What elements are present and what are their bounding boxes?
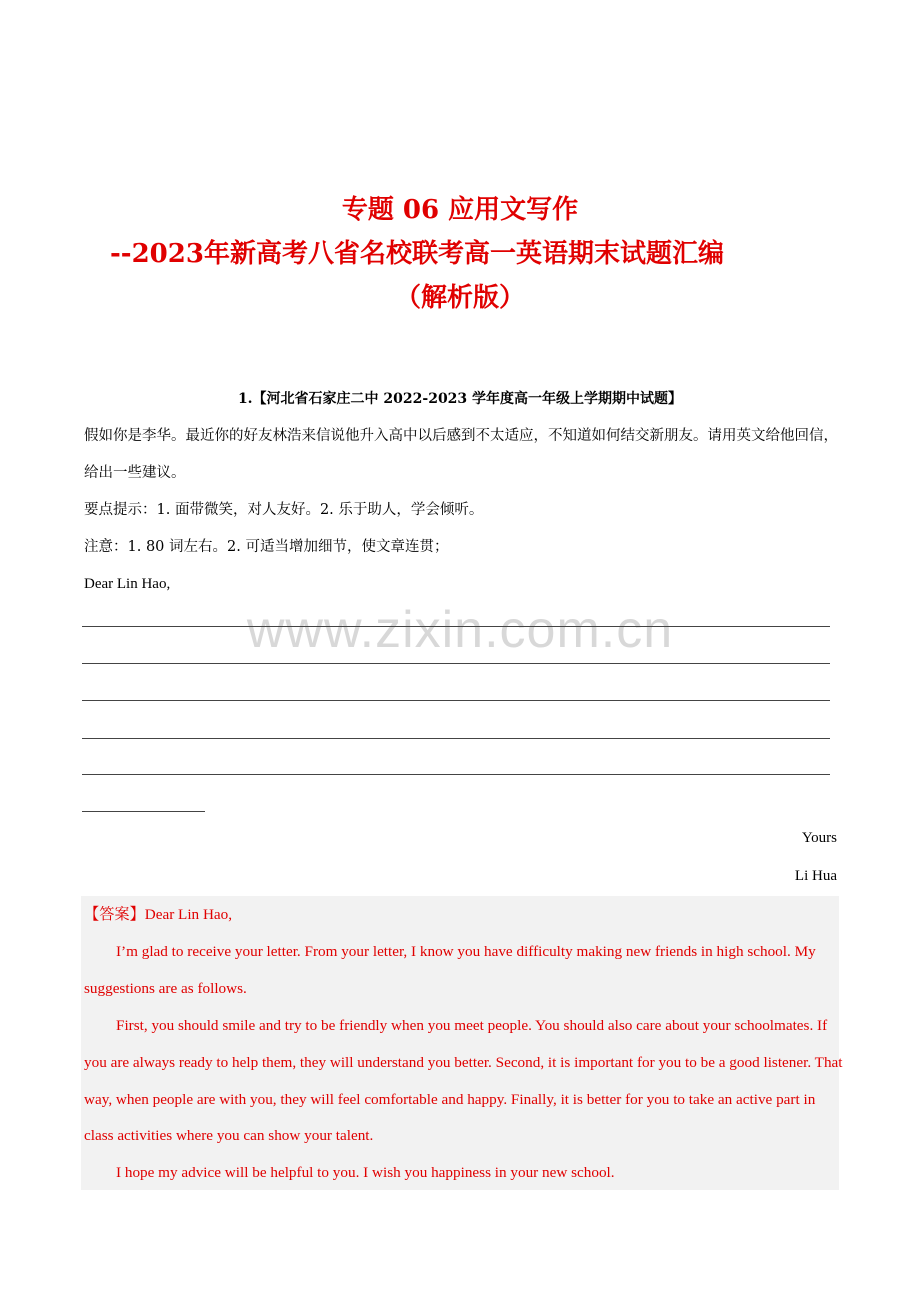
letter-signature: Li Hua bbox=[794, 868, 837, 884]
document-title bbox=[0, 188, 920, 320]
answer-line bbox=[82, 700, 830, 701]
title-line-2: --2023年新高考八省名校联考高一英语期末试题汇编 bbox=[110, 239, 724, 269]
letter-greeting: Dear Lin Hao, bbox=[84, 576, 171, 592]
watermark: www.zixin.com.cn bbox=[246, 601, 674, 659]
question-prompt: 假如你是李华。最近你的好友林浩来信说他升入高中以后感到不太适应，不知道如何结交新朋友。请用英文给他回信，给出一些建议。 bbox=[84, 428, 838, 481]
letter-closing: Yours bbox=[801, 830, 837, 846]
key-points: 要点提示：1. 面带微笑，对人友好。2. 乐于助人，学会倾听。 bbox=[84, 502, 484, 518]
question-heading: 1.【河北省石家庄二中 2022-2023 学年度高一年级上学期期中试题】 bbox=[237, 391, 683, 407]
answer-line bbox=[82, 626, 830, 627]
answer-line-short bbox=[82, 811, 205, 812]
answer-greeting-line bbox=[84, 897, 844, 934]
answer-paragraph-2: First, you should smile and try to be friendly when you meet people. You should also care about your schoolmates. If you are always ready to help them, they will understand you better. Second, it is important for you to be a good listener. That way, when people are with you, they will feel comfortable and happy. Finally, it is better for you to take an active part in class activities where you can show your talent. bbox=[84, 1017, 843, 1145]
answer-paragraph-3: I hope my advice will be helpful to you. I wish you happiness in your new school. bbox=[116, 1164, 615, 1181]
notes: 注意：1. 80 词左右。2. 可适当增加细节，使文章连贯； bbox=[84, 539, 449, 555]
answer-line bbox=[82, 774, 830, 775]
answer-greeting: Dear Lin Hao, bbox=[144, 906, 233, 923]
title-line-1: 专题 06 应用文写作 bbox=[341, 195, 579, 225]
title-line-3: （解析版） bbox=[394, 283, 525, 313]
answer-label: 【答案】 bbox=[84, 906, 145, 923]
answer-line bbox=[82, 663, 830, 664]
answer-paragraph-1: I’m glad to receive your letter. From your letter, I know you have difficulty making new friends in high school. My suggestions are as follows. bbox=[84, 943, 816, 997]
answer-line bbox=[82, 738, 830, 739]
